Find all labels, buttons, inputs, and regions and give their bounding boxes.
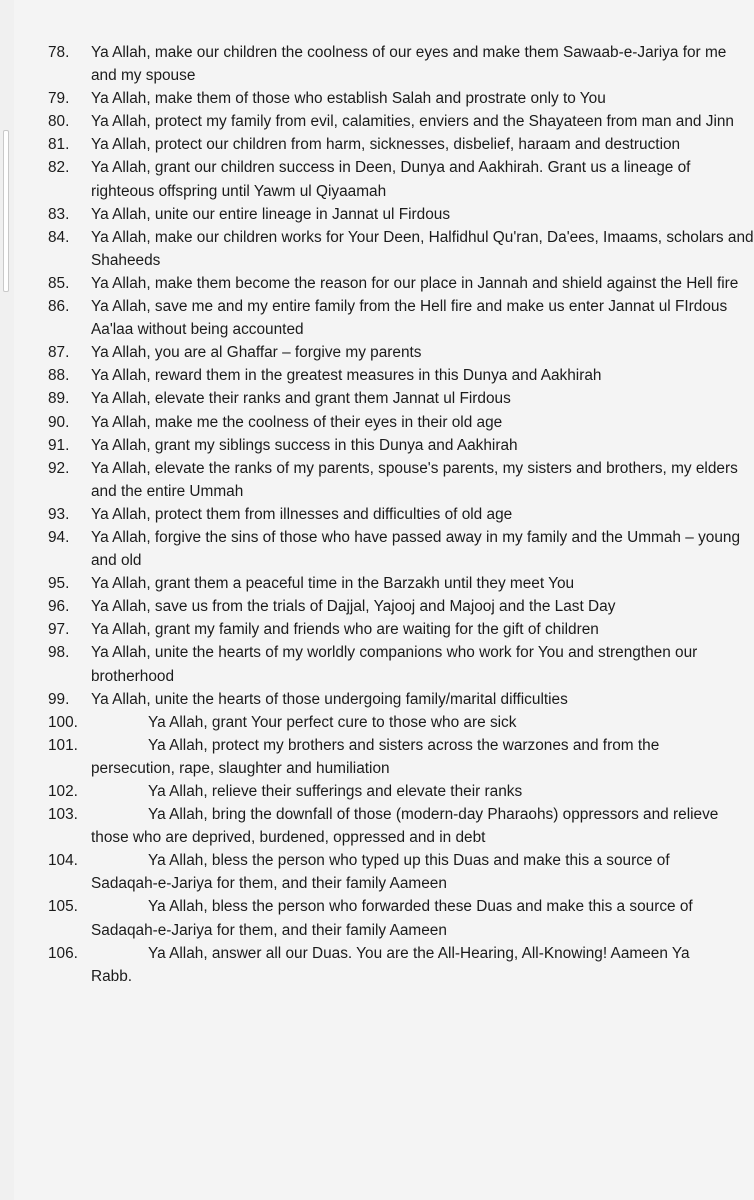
item-text-continued: Sadaqah-e-Jariya for them, and their family Aameen (91, 875, 447, 893)
item-number: 99. (48, 690, 70, 708)
item-number: 90. (48, 413, 70, 431)
list-item (48, 503, 754, 526)
list-item (48, 341, 754, 364)
item-text-continued: Rabb. (91, 967, 133, 985)
page-edge-mark (3, 130, 9, 292)
list-item (48, 87, 754, 110)
item-text: Ya Allah, unite our entire lineage in Jannat ul Firdous (91, 205, 451, 223)
item-text-first-line: Ya Allah, protect my brothers and sisters across the warzones and from the (148, 736, 660, 754)
item-text: Ya Allah, unite the hearts of those undergoing family/marital difficulties (91, 690, 568, 708)
item-text-first-line: Ya Allah, answer all our Duas. You are the All-Hearing, All-Knowing! Aameen Ya (148, 944, 690, 962)
item-text: Ya Allah, protect my family from evil, calamities, enviers and the Shayateen from man and Jinn (91, 113, 734, 131)
item-number: 96. (48, 598, 70, 616)
item-text: Ya Allah, protect our children from harm, sicknesses, disbelief, haraam and destruction (91, 136, 681, 154)
item-number: 97. (48, 621, 70, 639)
list-item (48, 618, 754, 641)
list-item (48, 411, 754, 434)
item-text: Ya Allah, make our children the coolness of our eyes and make them Sawaab-e-Jariya for me and my spouse (91, 44, 727, 85)
list-item (48, 895, 754, 941)
item-text: Ya Allah, unite the hearts of my worldly companions who work for You and strengthen our brotherhood (91, 644, 698, 685)
list-item (48, 295, 754, 341)
list-item (48, 780, 754, 803)
item-number: 83. (48, 205, 70, 223)
list-item (48, 226, 754, 272)
item-number: 100. (48, 713, 78, 731)
item-number: 93. (48, 505, 70, 523)
item-text-continued: persecution, rape, slaughter and humiliation (91, 759, 390, 777)
item-number: 104. (48, 852, 78, 870)
list-item (48, 133, 754, 156)
document-page (14, 0, 754, 1200)
list-item (48, 110, 754, 133)
item-number: 86. (48, 298, 70, 316)
list-item (48, 434, 754, 457)
item-text-continued: those who are deprived, burdened, oppressed and in debt (91, 829, 486, 847)
list-item (48, 572, 754, 595)
item-number: 80. (48, 113, 70, 131)
item-number: 103. (48, 806, 78, 824)
item-number: 82. (48, 159, 70, 177)
list-item (48, 641, 754, 687)
item-number: 102. (48, 783, 78, 800)
list-item (48, 942, 754, 988)
list-item (48, 387, 754, 410)
item-number: 85. (48, 274, 70, 292)
item-text: Ya Allah, grant my family and friends who are waiting for the gift of children (91, 621, 599, 639)
item-number: 79. (48, 90, 70, 108)
item-text: Ya Allah, save us from the trials of Dajjal, Yajooj and Majooj and the Last Day (91, 598, 616, 616)
item-text: Ya Allah, make our children works for Your Deen, Halfidhul Qu'ran, Da'ees, Imaams, scholars and Shaheeds (91, 228, 754, 269)
item-text-first-line: Ya Allah, bring the downfall of those (modern-day Pharaohs) oppressors and relieve (148, 806, 719, 824)
list-item (48, 849, 754, 895)
item-number: 101. (48, 736, 78, 754)
item-number: 78. (48, 44, 70, 61)
duas-list (48, 41, 754, 988)
item-number: 88. (48, 367, 70, 385)
item-number: 106. (48, 944, 78, 962)
item-text-first-line: Ya Allah, relieve their sufferings and elevate their ranks (148, 783, 523, 800)
item-text: Ya Allah, make me the coolness of their eyes in their old age (91, 413, 503, 431)
item-text: Ya Allah, make them of those who establish Salah and prostrate only to You (91, 90, 606, 108)
item-text: Ya Allah, grant them a peaceful time in the Barzakh until they meet You (91, 575, 575, 593)
item-number: 95. (48, 575, 70, 593)
list-item (48, 272, 754, 295)
item-number: 92. (48, 459, 70, 477)
item-text-first-line: Ya Allah, grant Your perfect cure to those who are sick (148, 713, 517, 731)
item-number: 84. (48, 228, 70, 246)
item-number: 91. (48, 436, 70, 454)
item-number: 89. (48, 390, 70, 408)
item-number: 98. (48, 644, 70, 662)
item-text: Ya Allah, forgive the sins of those who have passed away in my family and the Ummah – young and old (91, 528, 741, 570)
list-item (48, 688, 754, 711)
item-text: Ya Allah, elevate the ranks of my parents, spouse's parents, my sisters and brothers, my elders and the entire Ummah (91, 459, 738, 500)
item-number: 105. (48, 898, 78, 916)
list-item (48, 803, 754, 849)
list-item (48, 203, 754, 226)
item-text: Ya Allah, grant my siblings success in this Dunya and Aakhirah (91, 436, 518, 454)
list-item (48, 711, 754, 734)
item-text-first-line: Ya Allah, bless the person who typed up this Duas and make this a source of (148, 852, 670, 870)
item-number: 87. (48, 344, 70, 362)
item-text: Ya Allah, save me and my entire family from the Hell fire and make us enter Jannat ul FIrdous Aa'laa without being accounted (91, 298, 728, 339)
list-item (48, 156, 754, 202)
item-text: Ya Allah, you are al Ghaffar – forgive my parents (91, 344, 422, 362)
list-item (48, 364, 754, 387)
item-text: Ya Allah, protect them from illnesses and difficulties of old age (91, 505, 513, 523)
item-number: 94. (48, 528, 70, 546)
item-text: Ya Allah, make them become the reason for our place in Jannah and shield against the Hell fire (91, 274, 739, 292)
list-item (48, 734, 754, 780)
item-text: Ya Allah, grant our children success in Deen, Dunya and Aakhirah. Grant us a lineage of righteous offspring until Yawm ul Qiyaamah (91, 159, 691, 200)
item-text-continued: Sadaqah-e-Jariya for them, and their family Aameen (91, 921, 447, 939)
list-item (48, 457, 754, 503)
list-item (48, 41, 754, 87)
item-text-first-line: Ya Allah, bless the person who forwarded these Duas and make this a source of (148, 898, 693, 916)
item-text: Ya Allah, elevate their ranks and grant them Jannat ul Firdous (91, 390, 511, 408)
list-item (48, 595, 754, 618)
item-text: Ya Allah, reward them in the greatest measures in this Dunya and Aakhirah (91, 367, 602, 385)
item-number: 81. (48, 136, 70, 154)
list-item (48, 526, 754, 572)
